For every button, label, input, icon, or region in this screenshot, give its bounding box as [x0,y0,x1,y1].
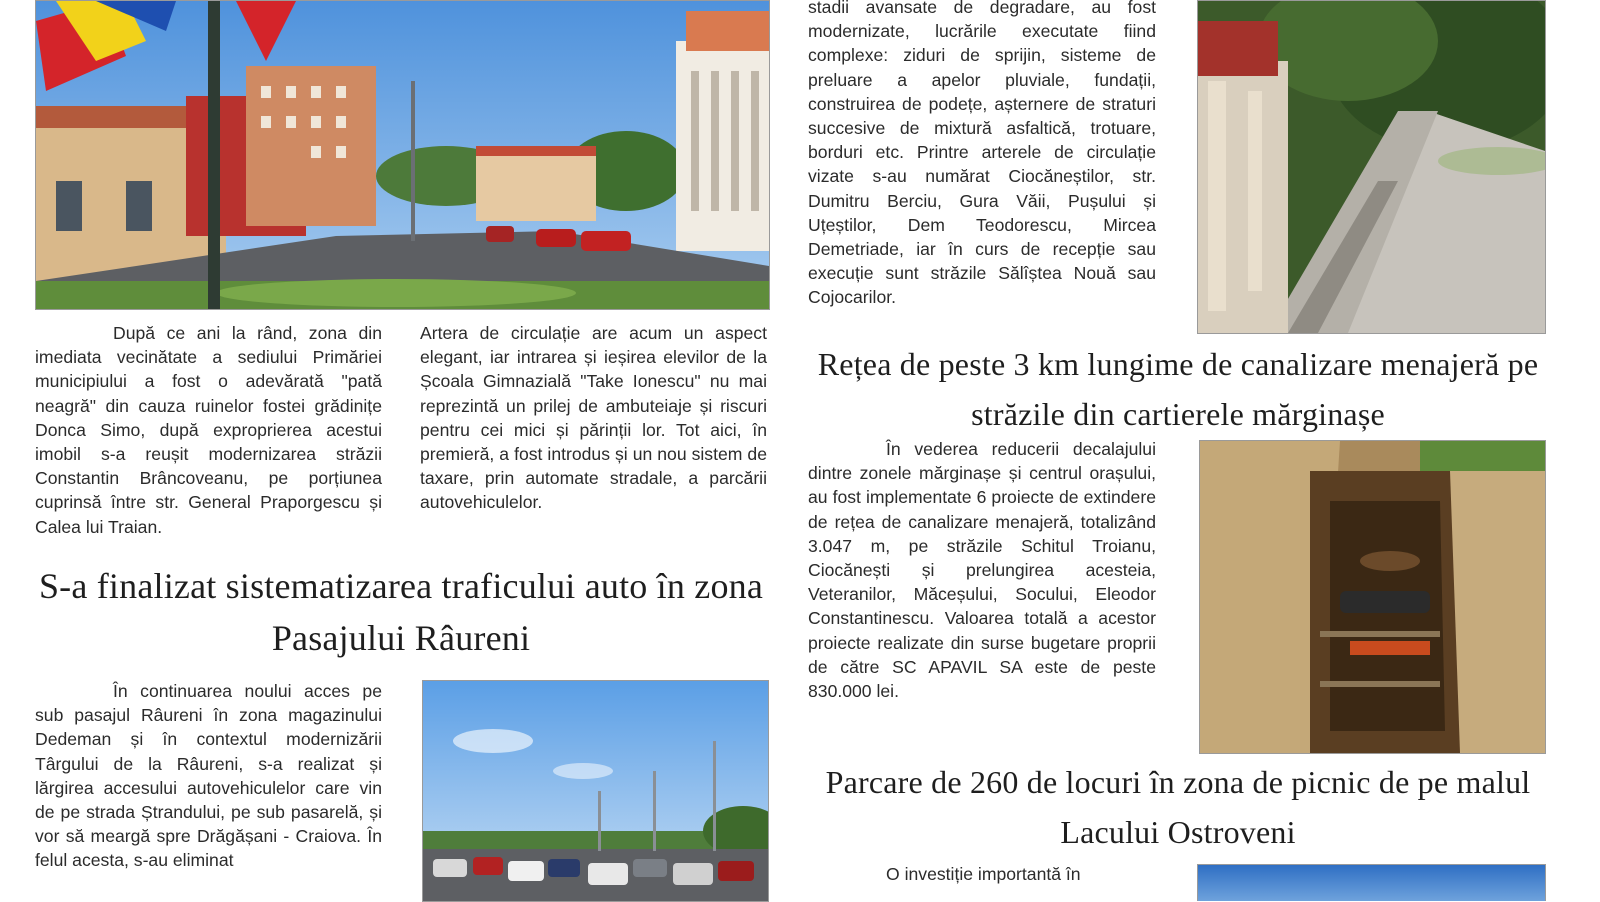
paragraph: În vederea reducerii decalajului dintre zonele mărginașe și centrul orașului, au fost implementate 6 proiecte de extindere de rețea de canalizare menajeră, totalizând 3.047 m, pe străzile Schitul Troianu, Ciocănești și prelungirea acesteia, Veteranilor, Măceșului, Socului, Eleodor Constantinescu. Valoarea totală a acestor proiecte realizate din surse bugetare proprii de către SC APAVIL SA este de peste 830.000 lei. [808,439,1156,702]
photo-traffic-raureni [422,680,769,902]
photo-street-sidewalk [1197,0,1546,334]
paragraph: Artera de circulație are acum un aspect elegant, iar intrarea și ieșirea elevilor de la Școala Gimnazială "Take Ionescu" nu mai reprezintă un prilej de ambuteiaje și riscuri pentru cei mici și părinții lor. Tot aici, în premieră, a fost introdus și un nou sistem de taxare, prin automate stradale, a parcării autovehiculelor. [420,323,767,513]
article-donca-simo-left [35,321,382,539]
article-canalizare-text [808,437,1156,703]
article-parcare-ostroveni-text [808,862,1156,900]
article-donca-simo-right [420,321,767,515]
headline-parcare-ostroveni: Parcare de 260 de locuri în zona de picnic de pe malul Lacului Ostroveni [825,764,1531,850]
article-pasaj-raureni-text [35,679,382,900]
headline-canalizare: Rețea de peste 3 km lungime de canalizare menajeră pe străzile din cartierele mărginașe [817,346,1539,432]
paragraph: În continuarea noului acces pe sub pasajul Râureni în zona magazinului Dedeman și în contextul modernizării Târgului de la Râureni, s-a realizat și lărgirea accesului autovehiculelor care vin de pe strada Ștrandului, pe sub pasarelă, și vor să meargă spre Drăgășani - Craiova. În felul acesta, s-au eliminat [35,681,382,871]
photo-sewer-trench [1199,440,1546,754]
article-strazi-modernizate [808,0,1156,310]
paragraph: După ce ani la rând, zona din imediata vecinătate a sediului Primăriei municipiului a fost o adevărată "pată neagră" din cauza ruinelor fostei grădinițe Donca Simo, după exproprierea acestui imobil s-a reușit modernizarea străzii Constantin Brâncoveanu, pe porțiunea cuprinsă între str. General Praporgescu și Calea lui Traian. [35,323,382,537]
photo-parking-lake [1197,864,1546,901]
paragraph: stadii avansate de degradare, au fost modernizate, lucrările executate fiind complexe: ziduri de sprijin, sisteme de preluare a apelor pluviale, fundații, construirea de podețe, așternere de straturi succesive de mixtură asfaltică, trotuare, borduri etc. Printre arterele de circulație vizate s-au numărat Ciocăneștilor, str. Dumitru Berciu, Gura Văii, Pușului și Uțeștilor, Dem Teodorescu, Mircea Demetriade, iar în curs de recepție sau execuție sunt străzile Sălîștea Nouă sau Cojocarilor. [808,0,1156,308]
paragraph: O investiție importantă în [886,864,1081,884]
headline-pasaj-raureni: S-a finalizat sistematizarea traficului auto în zona Pasajului Râureni [38,566,764,658]
photo-street-flags [35,0,770,310]
